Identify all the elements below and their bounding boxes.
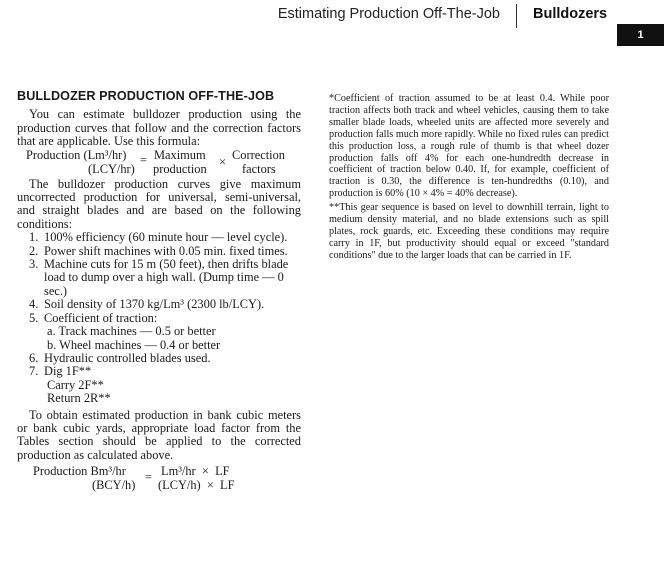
formula-corr-top: Correction xyxy=(232,147,285,162)
list-number: 1. xyxy=(29,230,39,245)
list-number: 3. xyxy=(29,257,39,272)
list-number: 5. xyxy=(29,310,39,325)
bank-paragraph: To obtain estimated production in bank cubic meters or bank cubic yards, appropriate load factor from the Tables section should be applied to the corrected production as calculated above. xyxy=(17,407,301,462)
list-number: 7. xyxy=(29,364,39,379)
list-text: Power shift machines with 0.05 min. fixed times. xyxy=(44,243,288,258)
list-item xyxy=(17,312,301,352)
list-item xyxy=(17,365,301,405)
gear-return: Return 2R** xyxy=(47,391,111,406)
gear-sublist xyxy=(44,379,301,406)
list-item xyxy=(17,298,301,311)
formula-max-bottom: production xyxy=(153,161,207,176)
left-column xyxy=(17,90,301,494)
traction-track: a. Track machines — 0.5 or better xyxy=(47,324,216,339)
formula-times: × xyxy=(219,154,226,169)
formula-max-top: Maximum xyxy=(154,147,206,162)
list-item xyxy=(17,258,301,298)
bank-lhs-bottom: (BCY/h) xyxy=(92,478,136,493)
list-text: Machine cuts for 15 m (50 feet), then drifts blade load to dump over a high wall. (Dump time — 0 sec.) xyxy=(44,257,289,298)
bank-lhs-top: Production Bm³/hr xyxy=(33,464,126,479)
list-text: Hydraulic controlled blades used. xyxy=(44,350,211,365)
list-number: 6. xyxy=(29,350,39,365)
formula-equals: = xyxy=(140,152,147,167)
list-text: Dig 1F** xyxy=(44,364,92,379)
production-formula xyxy=(17,149,301,178)
list-number: 2. xyxy=(29,243,39,258)
list-item xyxy=(17,352,301,365)
formula-corr-bottom: factors xyxy=(242,161,276,176)
curves-paragraph: The bulldozer production curves give maximum uncorrected production for universal, semi-universal, and straight blades and are based on the following conditions: xyxy=(17,176,301,231)
list-item xyxy=(17,245,301,258)
list-number: 4. xyxy=(29,297,39,312)
gear-carry: Carry 2F** xyxy=(47,377,104,392)
conditions-list xyxy=(17,231,301,405)
bank-rhs-bottom: (LCY/h) × LF xyxy=(158,478,235,493)
traction-footnote: *Coefficient of traction assumed to be at least 0.4. While poor traction affects both track and wheel vehicles, causing them to take smaller blade loads, wheeled units are affected more severely and production falls much more rapidly. While no fixed rules can predict this production loss, a rough rule of thumb is that wheel dozer production falls off 4% for each one-hundredth decrease in coefficient of traction below 0.40. If, for example, coefficient of traction is 0.30, the difference is ten-hundredths (0.10), and production is 60% (10 × 4% = 40% decrease). xyxy=(329,93,609,200)
page-number-tab: 1 xyxy=(617,24,664,46)
list-item xyxy=(17,231,301,244)
right-column xyxy=(329,93,609,264)
formula-lhs-bottom: (LCY/hr) xyxy=(88,161,135,176)
gear-footnote: **This gear sequence is based on level to downhill terrain, light to medium density material, and no blade extensions such as spill plates, rock guards, etc. Exceeding these conditions may require carry in 1F, but productivity should equal or exceed "standard conditions" due to the larger loads that can be carried in 1F. xyxy=(329,202,609,261)
section-title: Estimating Production Off-The-Job xyxy=(277,6,500,22)
page-heading: BULLDOZER PRODUCTION OFF-THE-JOB xyxy=(17,89,275,103)
traction-sublist xyxy=(44,325,301,352)
list-text: 100% efficiency (60 minute hour — level cycle). xyxy=(44,230,288,245)
list-text: Coefficient of traction: xyxy=(44,310,158,325)
formula-lhs-top: Production (Lm³/hr) xyxy=(26,147,127,162)
list-text: Soil density of 1370 kg/Lm³ (2300 lb/LCY). xyxy=(44,297,265,312)
category-title: Bulldozers xyxy=(533,6,608,22)
bank-rhs-top: Lm³/hr × LF xyxy=(161,464,230,479)
header-divider xyxy=(516,4,517,28)
traction-wheel: b. Wheel machines — 0.4 or better xyxy=(47,337,221,352)
bank-formula xyxy=(17,465,301,494)
intro-paragraph: You can estimate bulldozer production using the production curves that follow and the correction factors that are applicable. Use this formula: xyxy=(17,107,301,149)
bank-equals: = xyxy=(145,470,152,485)
